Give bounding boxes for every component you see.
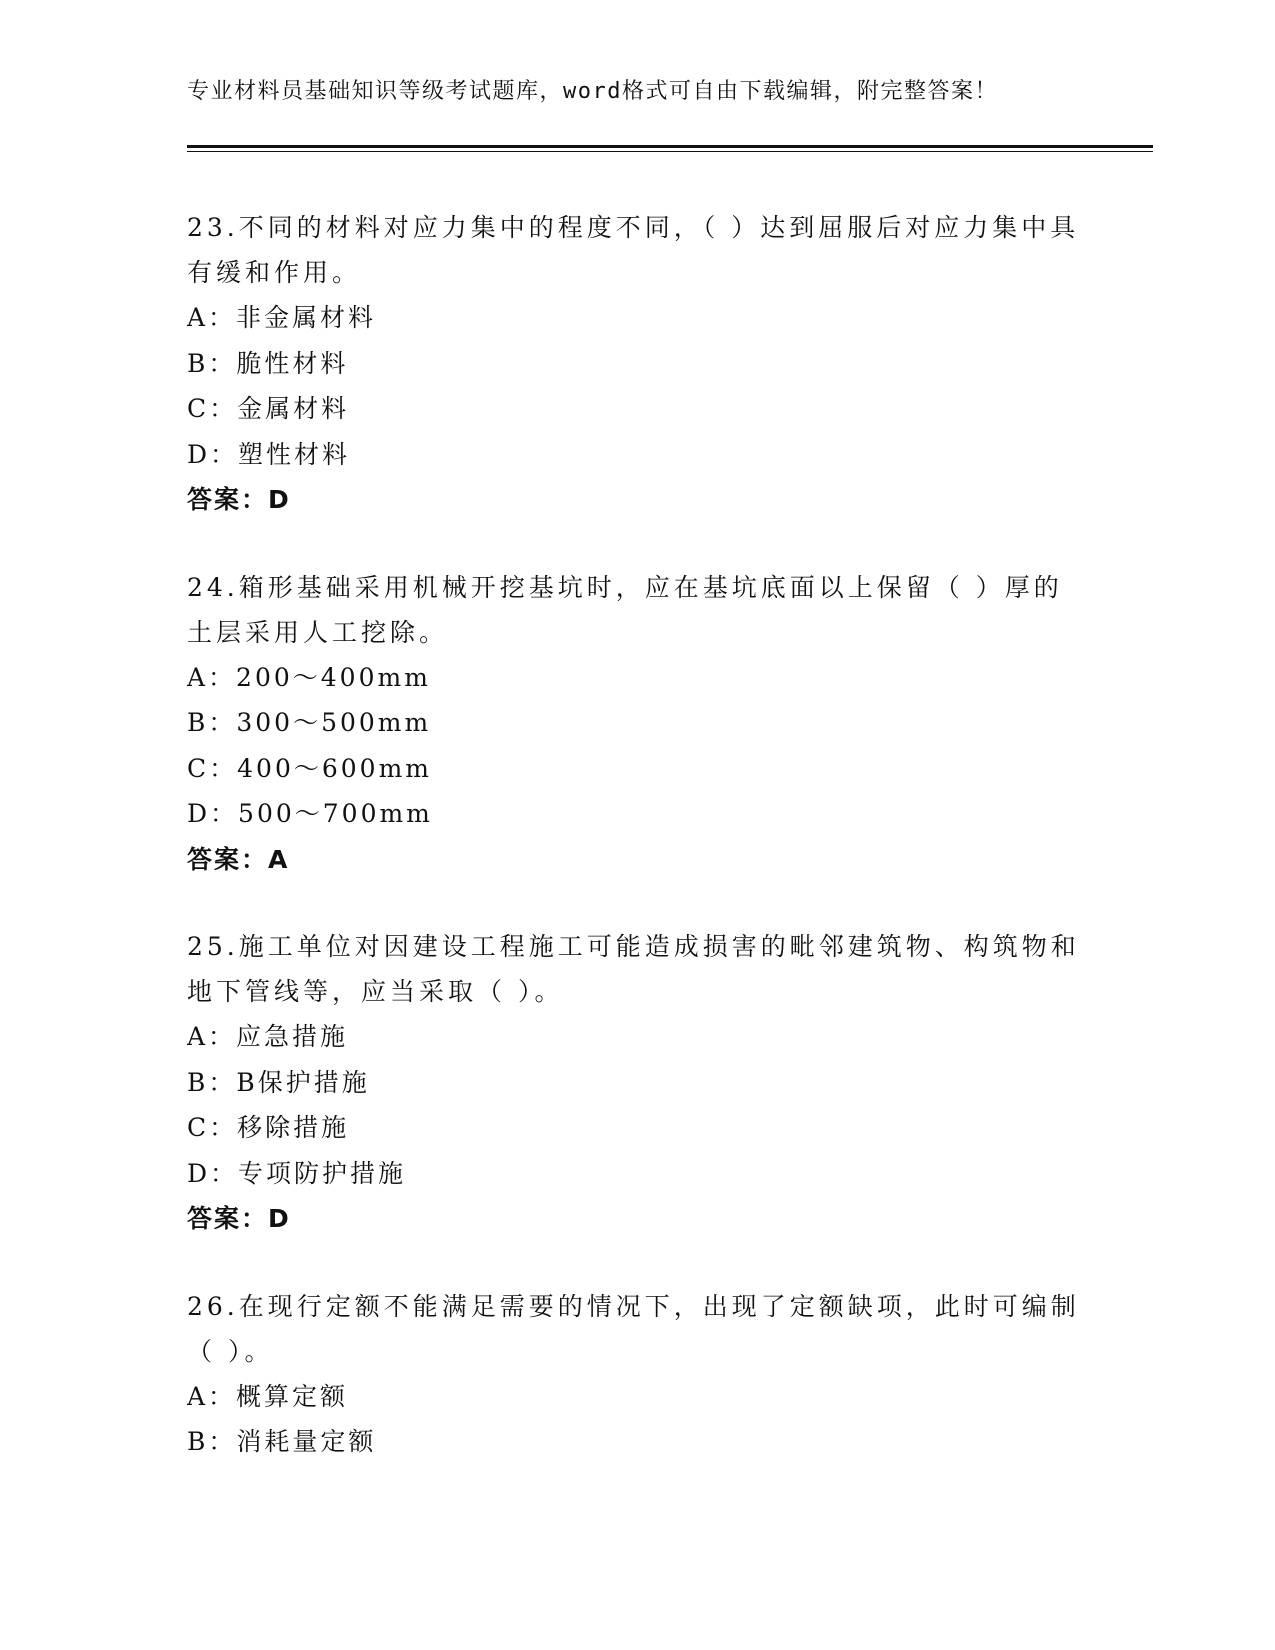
question-stem: 26.在现行定额不能满足需要的情况下，出现了定额缺项，此时可编制（ ）。 bbox=[187, 1291, 1080, 1366]
question-stem: 23.不同的材料对应力集中的程度不同，（ ）达到屈服后对应力集中具有缓和作用。 bbox=[187, 213, 1080, 287]
answer: 答案：D bbox=[187, 485, 291, 514]
option-a: A：概算定额 bbox=[187, 1381, 349, 1411]
option-a: A：200～400mm bbox=[187, 662, 431, 692]
header-divider bbox=[187, 145, 1153, 148]
option-b: B：300～500mm bbox=[187, 708, 432, 737]
option-a: A：非金属材料 bbox=[187, 303, 377, 332]
option-b: B：脆性材料 bbox=[187, 348, 349, 378]
option-b: B：B保护措施 bbox=[187, 1067, 370, 1097]
option-d: D：专项防护措施 bbox=[187, 1158, 407, 1188]
option-c: C：移除措施 bbox=[187, 1113, 350, 1142]
option-c: C：400～600mm bbox=[187, 753, 432, 783]
option-a: A：应急措施 bbox=[187, 1022, 349, 1051]
question-23 bbox=[187, 205, 1087, 523]
question-list bbox=[187, 205, 1087, 1507]
option-d: D：塑性材料 bbox=[187, 439, 351, 469]
question-stem: 25.施工单位对因建设工程施工可能造成损害的毗邻建筑物、构筑物和地下管线等，应当采取（ ）。 bbox=[187, 932, 1080, 1006]
option-c: C：金属材料 bbox=[187, 394, 350, 423]
answer: 答案：A bbox=[187, 844, 290, 874]
header-divider-thin bbox=[187, 151, 1153, 152]
page-header: 专业材料员基础知识等级考试题库，word格式可自由下载编辑，附完整答案！ bbox=[187, 79, 998, 104]
answer: 答案：D bbox=[187, 1204, 291, 1233]
question-24 bbox=[187, 565, 1087, 883]
question-stem: 24.箱形基础采用机械开挖基坑时，应在基坑底面以上保留（ ）厚的土层采用人工挖除。 bbox=[187, 572, 1063, 647]
option-d: D：500～700mm bbox=[187, 799, 433, 828]
question-26 bbox=[187, 1284, 1087, 1465]
question-25 bbox=[187, 924, 1087, 1242]
option-b: B：消耗量定额 bbox=[187, 1427, 377, 1456]
